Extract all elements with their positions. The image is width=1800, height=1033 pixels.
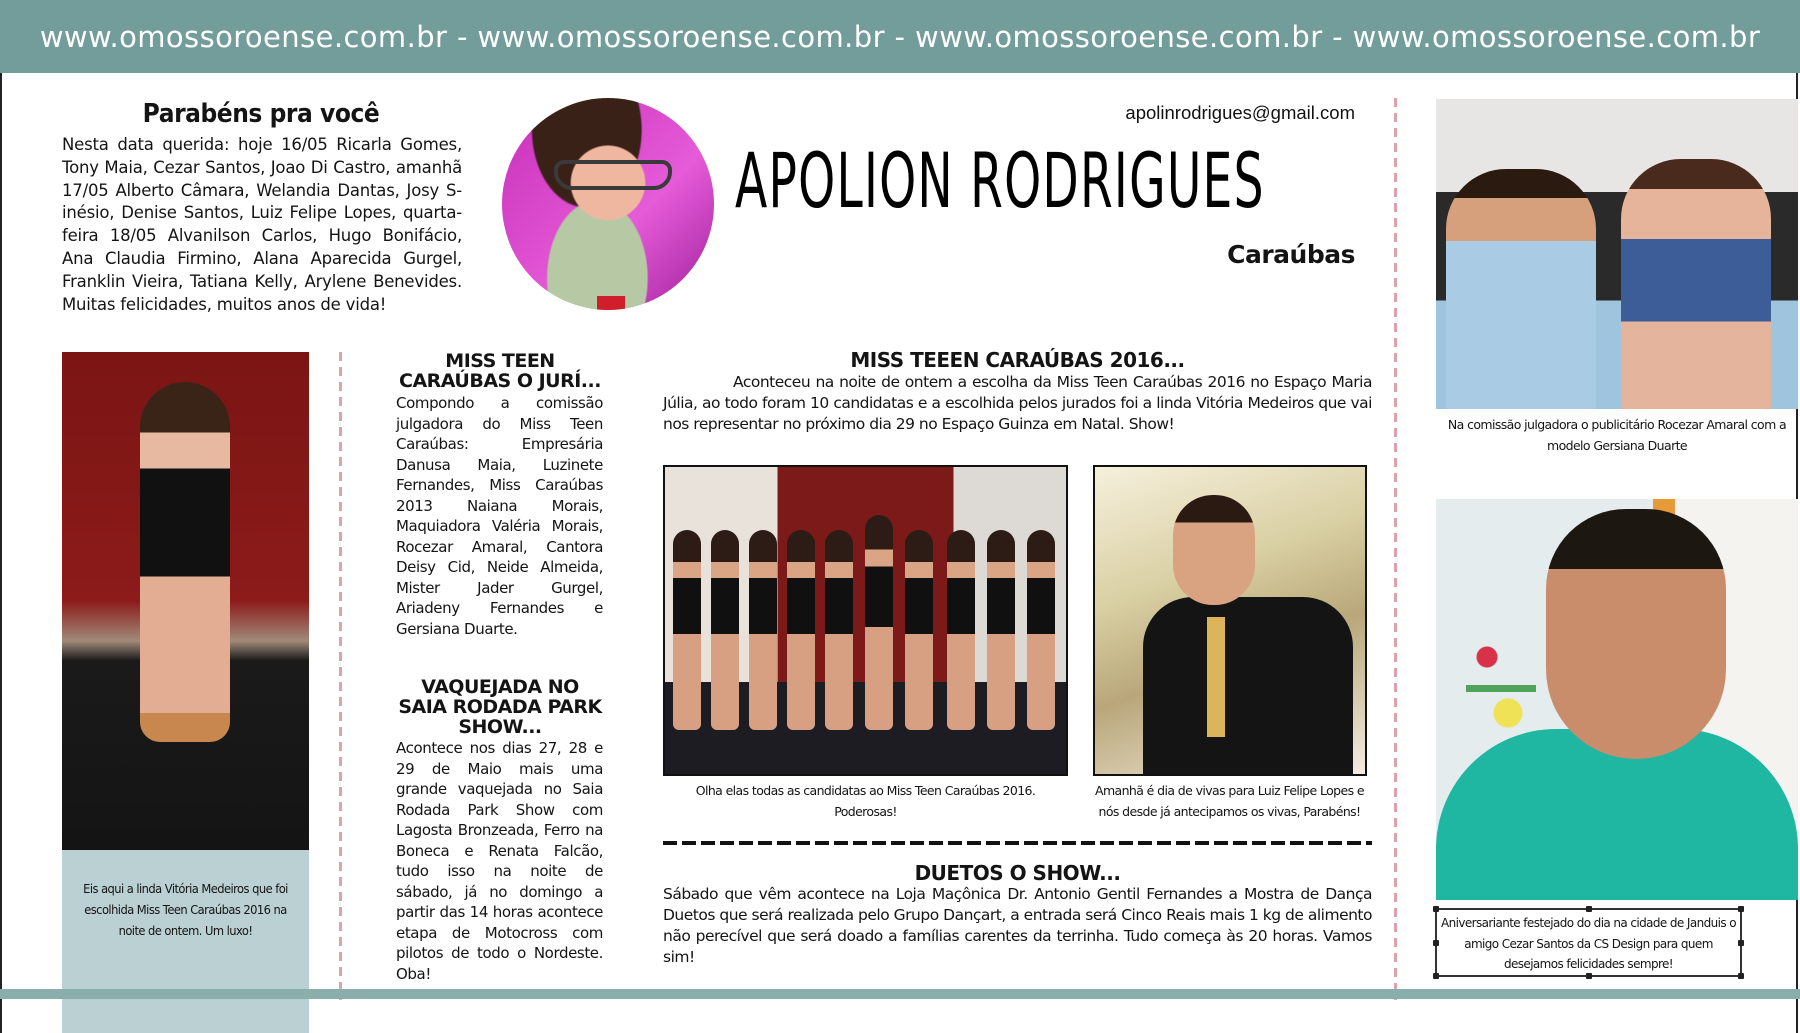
main-article-body (663, 372, 1372, 435)
page-bottom-band (0, 989, 1800, 999)
site-banner (0, 0, 1800, 73)
woman-figure (1621, 159, 1771, 409)
candidate-figure (1027, 530, 1055, 730)
birthdays-body: Nesta data querida: hoje 16/05 Ricarla Gomes, Tony Maia, Cezar Santos, Joao Di Castro, amanhã 17/05 Alberto Câmara, Welandia Dantas, Josy S-inésio, Denise Santos, Luiz Felipe Lopes, quarta-feira 18/05 Alvanilson Carlos, Hugo Bonifácio, Ana Claudia Firmino, Alana Aparecida Gurgel, Franklin Vieira, Tatiana Kelly, Arylene Benevides. Muitas felicidades, muitos anos de vida! (62, 135, 462, 314)
resize-handle[interactable] (1433, 906, 1439, 912)
head-shape (1546, 509, 1726, 759)
main-article-title: MISS TEEEN CARAÚBAS 2016... (850, 348, 1185, 372)
jury-couple-photo (1436, 99, 1798, 409)
winner-caption-panel (62, 850, 309, 1033)
tie-shape (1207, 617, 1225, 737)
jury-article-title: MISS TEEN CARAÚBAS O JURÍ... (399, 350, 601, 392)
author-avatar (502, 98, 714, 310)
winner-caption: Eis aqui a linda Vitória Medeiros que foi escolhida Miss Teen Caraúbas 2016 na noite de ontem. Um luxo! (83, 881, 288, 938)
main-article-text: Aconteceu na noite de ontem a escolha da Miss Teen Caraúbas 2016 no Espaço Maria Júlia, ao todo foram 10 candidatas e a escolhida pelos jurados foi a linda Vitória Medeiros que vai nos representar no próximo dia 29 no Espaço Guinza em Natal. Show! (663, 373, 1372, 433)
cezar-caption: Aniversariante festejado do dia na cidade de Janduis o amigo Cezar Santos da CS Design para quem desejamos felicidades sempre! (1441, 916, 1736, 971)
candidate-figure (987, 530, 1015, 730)
author-email[interactable]: apolinrodrigues@gmail.com (1125, 102, 1355, 123)
suit-shape (1143, 597, 1353, 776)
luiz-felipe-caption: Amanhã é dia de vivas para Luiz Felipe Lopes e nós desde já antecipamos os vivas, Parabéns! (1095, 783, 1364, 819)
duetos-article-title: DUETOS O SHOW... (914, 861, 1121, 885)
model-figure (140, 382, 230, 742)
man-figure (1446, 169, 1596, 409)
luiz-felipe-photo (1093, 465, 1367, 776)
candidate-figure (947, 530, 975, 730)
column-divider-left (339, 352, 342, 1000)
group-photo-caption: Olha elas todas as candidatas ao Miss Teen Caraúbas 2016. Poderosas! (695, 783, 1036, 819)
duetos-article-body: Sábado que vêm acontece na Loja Maçônica Dr. Antonio Gentil Fernandes a Mostra de Dança Duetos que será realizada pelo Grupo Dançart, a entrada será Cinco Reais mais 1 kg de alimento não perecível que será doado a famílias carentes da terrinha. Tudo começa às 20 horas. Vamos sim! (663, 885, 1372, 966)
author-city: Caraúbas (1227, 240, 1355, 269)
candidate-figure (905, 530, 933, 730)
page-left-border (0, 73, 2, 1033)
glasses-shape (554, 160, 672, 190)
candidate-figure (865, 515, 893, 730)
candidate-figure (787, 530, 815, 730)
resize-handle[interactable] (1738, 906, 1744, 912)
cezar-santos-photo (1436, 499, 1798, 900)
candidates-group-photo (663, 465, 1068, 776)
section-dashed-divider (663, 841, 1372, 845)
face-shape (1173, 495, 1255, 605)
tie-shape (597, 296, 625, 310)
resize-handle[interactable] (1586, 906, 1592, 912)
candidate-figure (825, 530, 853, 730)
vaquejada-article-body: Acontece nos dias 27, 28 e 29 de Maio mais uma grande vaquejada no Saia Rodada Park Show com Lagosta Bronzeada, Ferro na Boneca e Renata Falcão, tudo isso na noite de sábado, já no domingo a partir das 14 horas acontece etapa de Motocross com pilotos de todo o Nordeste. Oba! (396, 739, 603, 983)
site-url-banner-text: www.omossoroense.com.br - www.omossoroense.com.br - www.omossoroense.com.br - www.omossoroense.com.br (39, 19, 1761, 54)
candidate-figure (711, 530, 739, 730)
candidate-figure (749, 530, 777, 730)
jury-couple-caption: Na comissão julgadora o publicitário Rocezar Amaral com a modelo Gersiana Duarte (1447, 417, 1787, 453)
miss-teen-winner-photo (62, 352, 309, 850)
candidate-figure (673, 530, 701, 730)
birthdays-title: Parabéns pra você (142, 99, 380, 129)
author-name-title: APOLION RODRIGUES (735, 136, 1265, 225)
column-divider-right (1394, 98, 1397, 1000)
jury-article-body: Compondo a comissão julgadora do Miss Teen Caraúbas: Empresária Danusa Maia, Luzinete Fernandes, Miss Caraúbas 2013 Naiana Morais, Maquiadora Valéria Morais, Rocezar Amaral, Cantora Deisy Cid, Neide Almeida, Mister Jader Gurgel, Ariadeny Fernandes e Gersiana Duarte. (396, 394, 603, 638)
cezar-caption-box[interactable] (1435, 908, 1742, 977)
vaquejada-article-title: VAQUEJADA NO SAIA RODADA PARK SHOW... (398, 676, 602, 738)
